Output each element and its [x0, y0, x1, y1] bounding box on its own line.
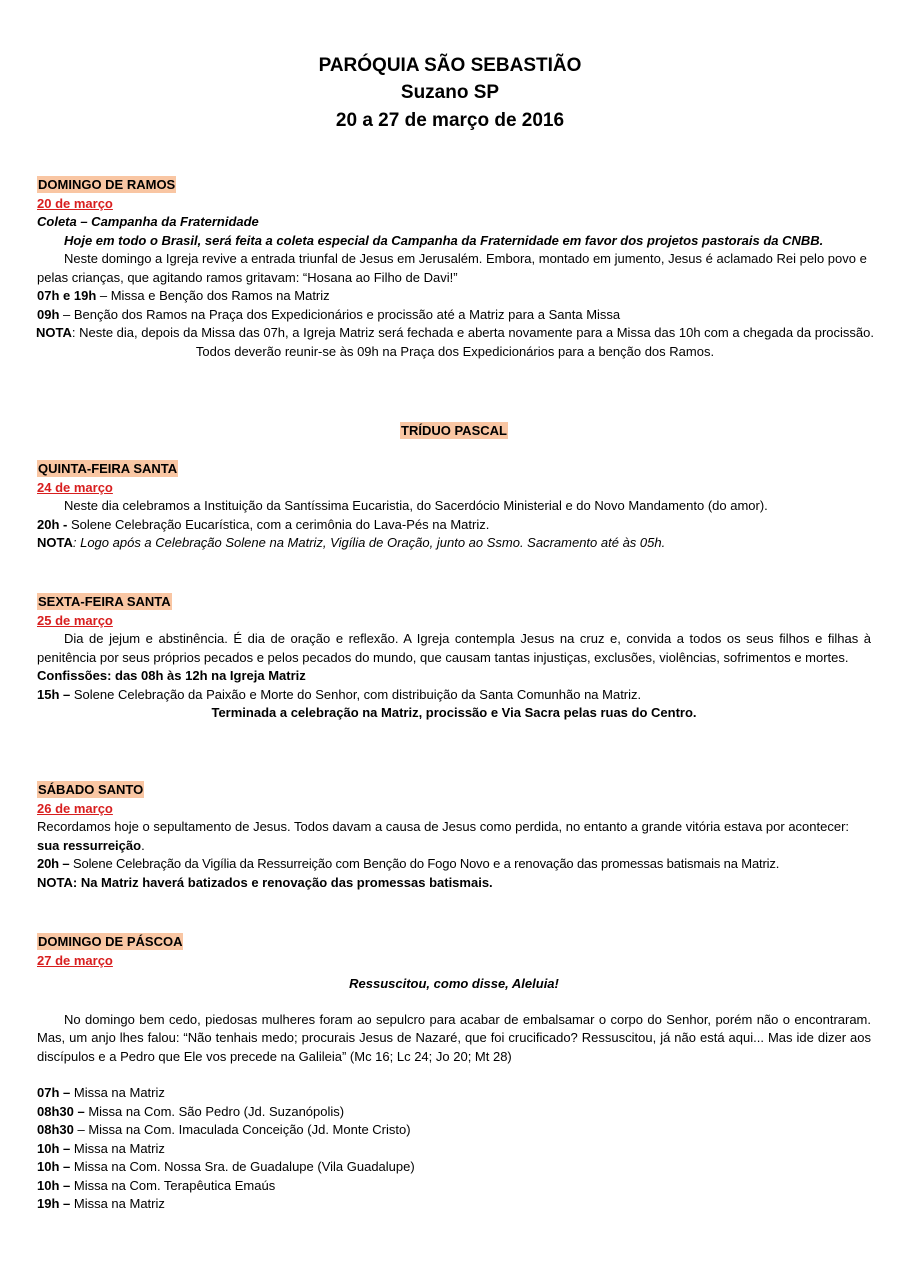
section-note: NOTA: Na Matriz haverá batizados e renovação das promessas batismais.: [37, 874, 493, 890]
mass-item: [37, 1121, 871, 1140]
section-sexta-feira: [37, 593, 871, 723]
section-note: NOTA: Neste dia, depois da Missa das 07h, a Igreja Matriz será fechada e aberta novamente para a Missa das 10h com a chegada da procissão. Todos deverão reunir-se às 09h na Praça dos Expedicionários para a benção dos Ramos.: [35, 325, 874, 359]
city-title: Suzano SP: [400, 82, 500, 103]
section-title: DOMINGO DE RAMOS: [38, 177, 176, 192]
section-intro: Neste domingo a Igreja revive a entrada triunfal de Jesus em Jerusalém. Embora, montado em jumento, Jesus é aclamado Rei pelo povo e pelas crianças, que agitando ramos gritavam: “Hosana ao Filho de Davi!”: [37, 251, 867, 285]
mass-description: Missa na Matriz: [70, 1196, 165, 1211]
section-date: 20 de março: [37, 195, 113, 211]
section-intro: Neste dia celebramos a Instituição da Santíssima Eucaristia, do Sacerdócio Ministerial e do Novo Mandamento (do amor).: [64, 498, 768, 513]
mass-time: 08h30 –: [37, 1103, 85, 1119]
mass-description: Missa na Com. Terapêutica Emaús: [70, 1177, 276, 1193]
mass-description: – Missa na Com. Imaculada Conceição (Jd. Monte Cristo): [73, 1122, 411, 1137]
mass-description: Missa na Com. Nossa Sra. de Guadalupe (Vila Guadalupe): [70, 1159, 415, 1174]
mass-time: 10h –: [37, 1159, 71, 1174]
section-date: 24 de março: [37, 479, 113, 495]
period-title: 20 a 27 de março de 2016: [335, 110, 565, 131]
collect-title: Coleta – Campanha da Fraternidade: [37, 214, 259, 229]
mass-description: Missa na Matriz: [70, 1085, 165, 1100]
section-title: SÁBADO SANTO: [38, 782, 144, 797]
collect-text: Hoje em todo o Brasil, será feita a coleta especial da Campanha da Fraternidade em favor dos projetos pastorais da CNBB.: [64, 232, 824, 248]
mass-time: 08h30: [37, 1122, 74, 1137]
triduo-title: TRÍDUO PASCAL: [401, 423, 507, 438]
mass-item: [37, 1158, 871, 1177]
section-title: SEXTA-FEIRA SANTA: [38, 594, 171, 609]
mass-item: [37, 1140, 871, 1159]
section-title: DOMINGO DE PÁSCOA: [38, 934, 183, 949]
mass-item: [37, 1195, 871, 1214]
mass-time: 10h –: [37, 1177, 71, 1193]
mass-item: [37, 1177, 871, 1196]
section-date: 25 de março: [37, 612, 113, 628]
section-date: 26 de março: [37, 800, 113, 816]
mass-time: 07h –: [37, 1085, 71, 1100]
parish-title: PARÓQUIA SÃO SEBASTIÃO: [318, 55, 582, 76]
section-domingo-pascoa: [37, 933, 871, 1214]
section-triduo: [37, 422, 871, 441]
mass-description: Missa na Com. São Pedro (Jd. Suzanópolis): [84, 1103, 345, 1119]
mass-time: 19h –: [37, 1196, 71, 1211]
section-domingo-ramos: [35, 176, 874, 361]
closing-line: Terminada a celebração na Matriz, procissão e Via Sacra pelas ruas do Centro.: [211, 705, 697, 720]
section-sabado: [37, 781, 871, 892]
section-intro: Recordamos hoje o sepultamento de Jesus. Todos davam a causa de Jesus como perdida, no entanto a grande vitória estava por acontecer: sua ressurreição.: [37, 819, 850, 853]
mass-item: [37, 1103, 871, 1122]
schedule-item: 07h e 19h – Missa e Benção dos Ramos na Matriz: [37, 288, 330, 303]
mass-item: [37, 1084, 871, 1103]
mass-time: 10h –: [37, 1140, 71, 1156]
schedule-item: 15h – Solene Celebração da Paixão e Morte do Senhor, com distribuição da Santa Comunhão na Matriz.: [37, 686, 642, 702]
schedule-item: 20h – Solene Celebração da Vigília da Ressurreição com Benção do Fogo Novo e a renovação das promessas batismais na Matriz.: [37, 856, 780, 871]
easter-motto: Ressuscitou, como disse, Aleluia!: [349, 976, 559, 991]
confessions-line: Confissões: das 08h às 12h na Igreja Matriz: [37, 668, 306, 683]
section-intro: Dia de jejum e abstinência. É dia de oração e reflexão. A Igreja contempla Jesus na cruz e, convida a todos os seus filhos e filhas à penitência por seus próprios pecados e pelos pecados do mundo, que causam tantas injustiças, exclusões, violências, sofrimentos e mortes.: [37, 631, 871, 665]
section-intro: No domingo bem cedo, piedosas mulheres foram ao sepulcro para acabar de embalsamar o corpo do Senhor, porém não o encontraram. Mas, um anjo lhes falou: “Não tenhais medo; procurais Jesus de Nazaré, que foi crucificado? Ressuscitou, já não está aqui... Mas ide dizer aos discípulos e a Pedro que Ele vos precede na Galileia” (Mc 16; Lc 24; Jo 20; Mt 28): [37, 1011, 871, 1064]
schedule-item: 09h – Benção dos Ramos na Praça dos Expedicionários e procissão até a Matriz para a Santa Missa: [37, 306, 621, 322]
mass-schedule-list: [37, 1084, 871, 1214]
schedule-item: 20h - Solene Celebração Eucarística, com a cerimônia do Lava-Pés na Matriz.: [37, 516, 490, 532]
section-date: 27 de março: [37, 952, 113, 968]
mass-description: Missa na Matriz: [70, 1140, 165, 1156]
section-note: NOTA: Logo após a Celebração Solene na Matriz, Vigília de Oração, junto ao Ssmo. Sacramento até às 05h.: [37, 535, 666, 550]
section-quinta-feira: [37, 460, 871, 553]
section-title: QUINTA-FEIRA SANTA: [38, 461, 178, 476]
